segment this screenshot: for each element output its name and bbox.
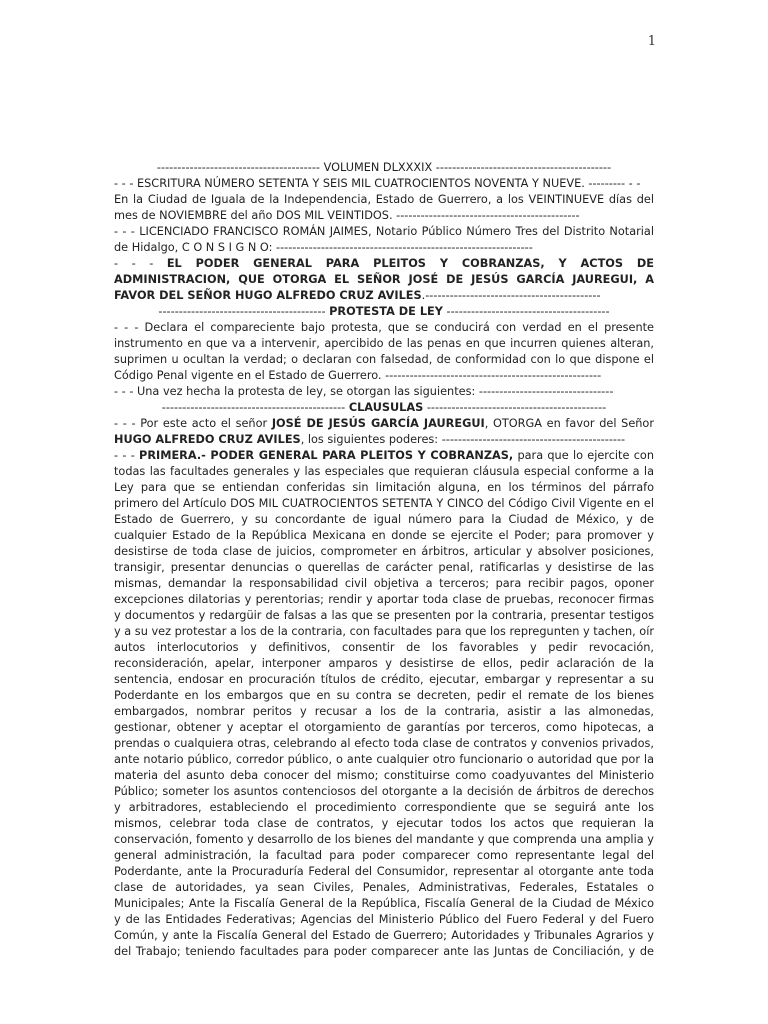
text-segment: , los siguientes poderes: --------------------------------------------- (300, 433, 626, 446)
text-segment: - - - ESCRITURA NÚMERO SETENTA Y SEIS MIL CUATROCIENTOS NOVENTA Y NUEVE. --------- - - (114, 177, 641, 190)
bold-text-segment: PROTESTA DE LEY (329, 305, 443, 318)
text-segment: clase de autoridades, ya sean Civiles, Penales, Administrativas, Federales, Estatales o (114, 881, 654, 894)
page-number: 1 (647, 34, 656, 49)
document-body (114, 160, 654, 960)
text-segment: - - - (114, 257, 167, 270)
bold-text-segment: PRIMERA.- PODER GENERAL PARA PLEITOS Y COBRANZAS, (139, 449, 514, 462)
text-segment: Código Penal vigente en el Estado de Guerrero. ----------------------------------------------------- (114, 369, 602, 382)
document-line (114, 304, 654, 320)
document-line (114, 192, 654, 208)
document-line (114, 464, 654, 480)
document-line (114, 928, 654, 944)
document-line (114, 224, 654, 240)
text-segment: mes de NOVIEMBRE del año DOS MIL VEINTIDOS. --------------------------------------------- (114, 209, 580, 222)
document-line (114, 272, 654, 288)
document-line (114, 736, 654, 752)
text-segment: de Hidalgo, C O N S I G N O: --------------------------------------------------------------- (114, 241, 533, 254)
document-line (114, 528, 654, 544)
document-line (114, 176, 654, 192)
document-line (114, 576, 654, 592)
document-line (114, 448, 654, 464)
document-line (114, 416, 654, 432)
document-line (114, 640, 654, 656)
document-line (114, 656, 654, 672)
text-segment: del Trabajo; teniendo facultades para poder comparecer ante las Juntas de Conciliación, y de (114, 945, 654, 958)
text-segment: - - - (114, 449, 140, 462)
text-segment: gestionar, obtener y aceptar el otorgamiento de garantías por terceros, como hipotecas, a (114, 721, 654, 734)
document-line (114, 608, 654, 624)
document-line (114, 704, 654, 720)
text-segment: .------------------------------------------- (421, 289, 601, 302)
text-segment: Estado de Guerrero, y su concordante de igual número para la Ciudad de México, y de (114, 513, 654, 526)
text-segment: ----------------------------------------- (158, 305, 330, 318)
text-segment: y arbitradores, estableciendo el procedimiento correspondiente que se seguirá ante los (114, 801, 654, 814)
text-segment: ---------------------------------------- (442, 305, 610, 318)
text-segment: transigir, presentar denuncias o querellas de carácter penal, ratificarlas y desistirse de las (114, 561, 654, 574)
bold-text-segment: HUGO ALFREDO CRUZ AVILES (114, 433, 301, 446)
bold-text-segment: JOSÉ DE JESÚS GARCÍA JAUREGUI (271, 417, 485, 430)
text-segment: , OTORGA en favor del Señor (484, 417, 654, 430)
text-segment: ---------------------------------------- VOLUMEN DLXXXIX ------------------------------------------- (156, 161, 612, 174)
text-segment: reconsideración, apelar, interponer amparos y desistirse de ellos, pedir aclaración de la (114, 657, 654, 670)
document-line (114, 832, 654, 848)
document-line (114, 512, 654, 528)
text-segment: - - - Por este acto el señor (114, 417, 272, 430)
text-segment: instrumento en que va a intervenir, apercibido de las penas en que incurren quienes alteran, (114, 337, 654, 350)
document-line (114, 320, 654, 336)
document-line (114, 592, 654, 608)
document-line (114, 480, 654, 496)
document-line (114, 848, 654, 864)
document-line (114, 768, 654, 784)
text-segment: y de las Entidades Federativas; Agencias del Ministerio Público del Fuero Federal y del Fuero (114, 913, 654, 926)
document-line (114, 688, 654, 704)
text-segment: Municipales; Ante la Fiscalía General de la República, Fiscalía General de la Ciudad de México (114, 897, 654, 910)
document-line (114, 496, 654, 512)
document-line (114, 160, 654, 176)
document-line (114, 368, 654, 384)
text-segment: primero del Artículo DOS MIL CUATROCIENTOS SETENTA Y CINCO del Código Civil Vigente en el (114, 497, 654, 510)
text-segment: mismos, celebrar toda clase de contratos, y ejecutar todos los actos que requieran la (114, 817, 654, 830)
document-line (114, 896, 654, 912)
text-segment: En la Ciudad de Iguala de la Independencia, Estado de Guerrero, a los VEINTINUEVE días del (114, 193, 654, 206)
text-segment: --------------------------------------------- (161, 401, 349, 414)
document-line (114, 912, 654, 928)
document-line (114, 384, 654, 400)
text-segment: Poderdante en los embargos que en su contra se decreten, pedir el remate de los bienes (114, 689, 654, 702)
text-segment: ante notario público, corredor público, o ante cualquier otro funcionario o autoridad que por la (114, 753, 654, 766)
text-segment: todas las facultades generales y las especiales que requieran cláusula especial conforme a la (114, 465, 654, 478)
text-segment: Público; someter los asuntos contenciosos del otorgante a la decisión de árbitros de derechos (114, 785, 654, 798)
text-segment: - - - Una vez hecha la protesta de ley, se otorgan las siguientes: --------------------------------- (114, 385, 614, 398)
text-segment: Ley para que se entiendan conferidas sin limitación alguna, en los términos del párrafo (114, 481, 654, 494)
text-segment: para que lo ejercite con (513, 449, 654, 462)
text-segment: y a su vez protestar a los de la contraria, con facultades para que los repregunten y tachen, oír (114, 625, 654, 638)
text-segment: mismas, demandar la responsabilidad civil objetiva a terceros; para recibir pagos, oponer (114, 577, 654, 590)
document-line (114, 800, 654, 816)
document-line (114, 816, 654, 832)
text-segment: - - - Declara el compareciente bajo protesta, que se conducirá con verdad en el presente (114, 321, 654, 334)
text-segment: y documentos y redargüir de falsas a las que se presenten por la contraria, presentar testigos (114, 609, 654, 622)
document-line (114, 352, 654, 368)
document-line (114, 400, 654, 416)
text-segment: Poderdante, ante la Procuraduría Federal del Consumidor, representar al otorgante ante toda (114, 865, 654, 878)
document-line (114, 624, 654, 640)
text-segment: cualquier Estado de la República Mexicana en donde se ejercite el Poder; para promover y (114, 529, 654, 542)
text-segment: embargados, nombrar peritos y recusar a los de la contraria, asistir a las almonedas, (114, 705, 654, 718)
bold-text-segment: CLAUSULAS (348, 401, 424, 414)
document-line (114, 208, 654, 224)
text-segment: -------------------------------------------- (423, 401, 607, 414)
text-segment: materia del asunto deba conocer del mismo; constituirse como coadyuvantes del Ministerio (114, 769, 654, 782)
text-segment: conservación, fomento y desarrollo de los bienes del mandante y que comprenda una amplia y (114, 833, 654, 846)
text-segment: desistirse de toda clase de juicios, comprometer en árbitros, articular y absolver posiciones, (114, 545, 654, 558)
document-line (114, 880, 654, 896)
text-segment: general administración, la facultad para poder comparecer como representante legal del (114, 849, 654, 862)
bold-text-segment: FAVOR DEL SEÑOR HUGO ALFREDO CRUZ AVILES (114, 289, 422, 302)
document-line (114, 240, 654, 256)
text-segment: Común, y ante la Fiscalía General del Estado de Guerrero; Autoridades y Tribunales Agrarios y (114, 929, 654, 942)
document-line (114, 288, 654, 304)
document-line (114, 864, 654, 880)
document-line (114, 784, 654, 800)
document-line (114, 720, 654, 736)
text-segment: - - - LICENCIADO FRANCISCO ROMÁN JAIMES, Notario Público Número Tres del Distrito Notarial (114, 225, 654, 238)
text-segment: suprimen u ocultan la verdad; o declaran con falsedad, de conformidad con lo que dispone el (114, 353, 654, 366)
document-line (114, 256, 654, 272)
text-segment: sentencia, endosar en procuración títulos de crédito, ejecutar, embargar y representar a su (114, 673, 654, 686)
document-line (114, 560, 654, 576)
document-line (114, 336, 654, 352)
document-line (114, 944, 654, 960)
document-line (114, 672, 654, 688)
document-line (114, 752, 654, 768)
text-segment: prendas o cualquiera otras, celebrando al efecto toda clase de contratos y convenios privados, (114, 737, 654, 750)
bold-text-segment: ADMINISTRACION, QUE OTORGA EL SEÑOR JOSÉ DE JESÚS GARCÍA JAUREGUI, A (114, 273, 654, 286)
document-line (114, 544, 654, 560)
text-segment: excepciones dilatorias y perentorias; rendir y aportar toda clase de pruebas, reconocer firmas (114, 593, 654, 606)
document-line (114, 432, 654, 448)
text-segment: autos interlocutorios y definitivos, consentir de los favorables y pedir revocación, (114, 641, 654, 654)
bold-text-segment: EL PODER GENERAL PARA PLEITOS Y COBRANZAS, Y ACTOS DE (166, 257, 654, 270)
